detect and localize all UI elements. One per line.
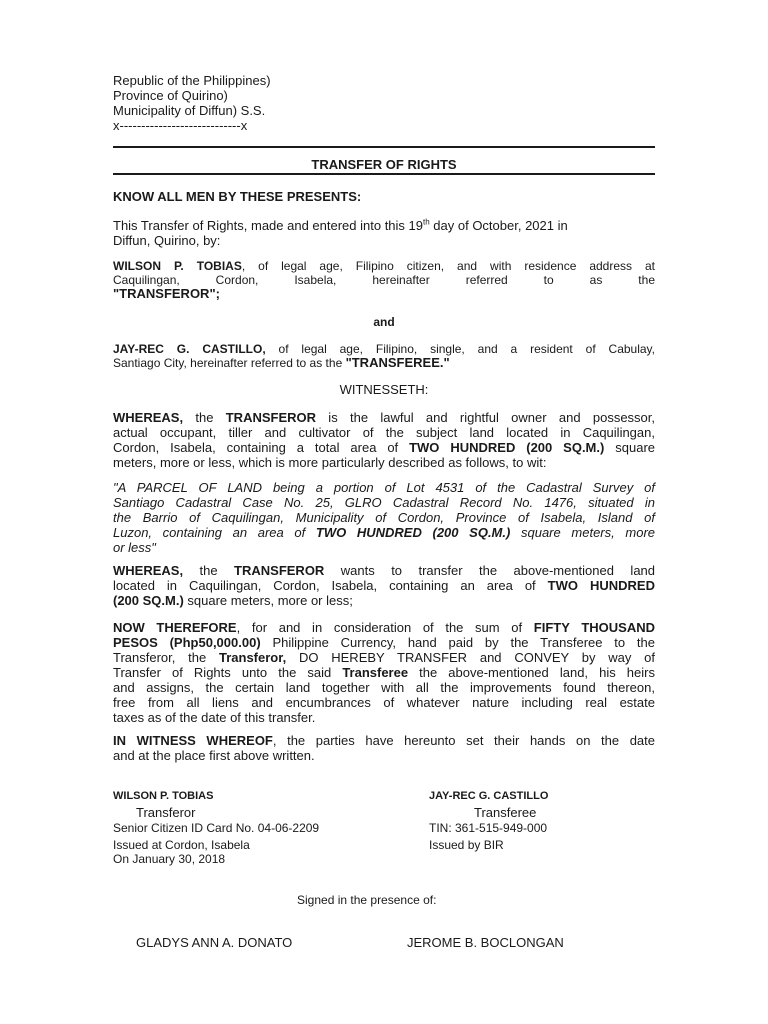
intro-line: [113, 218, 655, 233]
paragraph-line: [113, 540, 655, 555]
whereas-paragraph-1: [113, 410, 655, 470]
transferee-signature-block: [429, 790, 659, 852]
paragraph-line: [113, 665, 655, 680]
paragraph-text: wants to transfer the above-mentioned land: [324, 563, 656, 578]
document-title: TRANSFER OF RIGHTS: [311, 157, 457, 172]
title-top-rule: [113, 146, 655, 148]
transferee-term: Transferee: [342, 665, 409, 680]
whereas-keyword: WHEREAS,: [113, 410, 184, 425]
paragraph-line: [113, 525, 655, 540]
venue-separator: x----------------------------x: [113, 118, 248, 133]
intro-heading: KNOW ALL MEN BY THESE PRESENTS:: [113, 189, 362, 204]
paragraph-line: [113, 342, 655, 356]
paragraph-line: and assigns, the certain land together with all the improvements found thereon,: [113, 680, 655, 695]
paragraph-line: [113, 356, 655, 370]
paragraph-line: [113, 495, 655, 510]
parcel-text: "A PARCEL OF LAND being a portion of Lot 4531 of the Cadastral Survey of: [113, 480, 655, 495]
paragraph-line: [113, 510, 655, 525]
paragraph-line: free from all liens and encumbrances of whatever nature including real estate: [113, 695, 655, 710]
paragraph-line: actual occupant, tiller and cultivator of the subject land located in Caquilingan,: [113, 425, 655, 440]
transferor-term: TRANSFEROR: [225, 410, 317, 425]
whereas-keyword: WHEREAS,: [113, 563, 184, 578]
transferee-label: "TRANSFEREE.": [345, 355, 450, 370]
area-term: TWO HUNDRED (200 SQ.M.): [409, 440, 605, 455]
paragraph-line: [113, 733, 655, 748]
paragraph-text: , for and in consideration of the sum of: [236, 620, 534, 635]
witness-whereof-paragraph: [113, 733, 655, 763]
now-therefore-keyword: NOW THEREFORE: [113, 620, 237, 635]
transferor-label: "TRANSFEROR";: [113, 286, 220, 301]
venue-municipality: Municipality of Diffun) S.S.: [113, 103, 266, 118]
paragraph-line: [113, 635, 655, 650]
paragraph-line: [113, 259, 655, 273]
now-therefore-paragraph: [113, 620, 655, 725]
consideration-amount: FIFTY THOUSAND: [533, 620, 655, 635]
title-bottom-rule: [113, 173, 655, 175]
transferee-signatory-name: JAY-REC G. CASTILLO: [429, 790, 549, 802]
paragraph-line: [113, 410, 655, 425]
paragraph-line: Caquilingan, Cordon, Isabela, hereinafter referred to as the: [113, 273, 655, 287]
venue-country: Republic of the Philippines): [113, 73, 271, 88]
paragraph-line: [113, 650, 655, 665]
parcel-area: TWO HUNDRED (200 SQ.M.): [315, 525, 511, 540]
paragraph-text: , of legal age, Filipino citizen, and with residence address at: [241, 259, 655, 273]
paragraph-text: DO HEREBY TRANSFER and CONVEY by way of: [286, 650, 655, 665]
transferor-id-issued: Issued at Cordon, Isabela: [113, 838, 250, 852]
transferor-term: TRANSFEROR: [234, 563, 325, 578]
parcel-text: square meters, more: [510, 525, 656, 540]
parcel-text: Santiago Cadastral Case No. 25, GLRO Cadastral Record No. 1476, situated in: [113, 495, 655, 510]
intro-line: Diffun, Quirino, by:: [113, 233, 221, 248]
paragraph-text: Transfer of Rights unto the said: [113, 665, 343, 680]
intro-superscript: th: [423, 217, 430, 227]
and-conjunction: and: [373, 315, 395, 329]
transferor-paragraph: [113, 259, 655, 301]
presence-statement: Signed in the presence of:: [297, 893, 437, 907]
witness-name-right: JEROME B. BOCLONGAN: [407, 935, 564, 950]
parcel-description: [113, 480, 655, 555]
paragraph-text: Transferor, the: [113, 650, 219, 665]
transferee-paragraph: [113, 342, 655, 370]
witness-whereof-keyword: IN WITNESS WHEREOF: [113, 733, 273, 748]
transferee-id: TIN: 361-515-949-000: [429, 821, 548, 835]
transferor-id-date: On January 30, 2018: [113, 852, 226, 866]
venue-province: Province of Quirino): [113, 88, 228, 103]
parcel-text: the Barrio of Caquilingan, Municipality of Cordon, Province of Isabela, Island of: [113, 510, 655, 525]
witnesseth-heading: WITNESSETH:: [339, 382, 429, 397]
paragraph-line: [113, 593, 655, 608]
transferee-role: Transferee: [474, 805, 537, 820]
paragraph-line: and at the place first above written.: [113, 748, 315, 763]
paragraph-line: taxes as of the date of this transfer.: [113, 710, 316, 725]
transferor-name: WILSON P. TOBIAS: [113, 259, 242, 273]
paragraph-text: of legal age, Filipino, single, and a resident of Cabulay,: [265, 342, 655, 356]
transferor-role: Transferor: [136, 805, 196, 820]
paragraph-line: [113, 563, 655, 578]
parcel-text: Luzon, containing an area of: [113, 525, 316, 540]
transferor-signatory-name: WILSON P. TOBIAS: [113, 790, 214, 802]
paragraph-line: [113, 440, 655, 455]
parcel-text: or less": [113, 540, 156, 555]
transferor-signature-block: [113, 790, 393, 866]
paragraph-line: [113, 287, 655, 301]
paragraph-text: , the parties have hereunto set their hands on the date: [272, 733, 655, 748]
paragraph-line: meters, more or less, which is more particularly described as follows, to wit:: [113, 455, 547, 470]
area-term: TWO HUNDRED: [547, 578, 655, 593]
venue-block: [113, 73, 271, 133]
area-term: (200 SQ.M.): [113, 593, 184, 608]
paragraph-text: located in Caquilingan, Cordon, Isabela, containing an area of: [113, 578, 548, 593]
paragraph-line: [113, 480, 655, 495]
transferor-term: Transferor,: [219, 650, 287, 665]
paragraph-text: the above-mentioned land, his heirs: [408, 665, 655, 680]
transferor-id: Senior Citizen ID Card No. 04-06-2209: [113, 821, 320, 835]
paragraph-text: is the lawful and rightful owner and possessor,: [316, 410, 656, 425]
paragraph-text: Santiago City, hereinafter referred to as the: [113, 356, 346, 370]
paragraph-text: Philippine Currency, hand paid by the Transferee to the: [260, 635, 656, 650]
paragraph-line: [113, 578, 655, 593]
paragraph-text: Cordon, Isabela, containing a total area of: [113, 440, 410, 455]
paragraph-text: the: [183, 563, 235, 578]
witness-name-left: GLADYS ANN A. DONATO: [136, 935, 293, 950]
intro-text-b: day of October, 2021 in: [429, 218, 568, 233]
intro-paragraph: [113, 218, 655, 248]
paragraph-text: square meters, more or less;: [183, 593, 353, 608]
paragraph-text: square: [604, 440, 656, 455]
transferee-name: JAY-REC G. CASTILLO,: [113, 342, 266, 356]
paragraph-text: the: [183, 410, 226, 425]
consideration-amount: PESOS (Php50,000.00): [113, 635, 261, 650]
intro-text-a: This Transfer of Rights, made and entered into this 19: [113, 218, 424, 233]
whereas-paragraph-2: [113, 563, 655, 608]
transferee-id-issued: Issued by BIR: [429, 838, 504, 852]
paragraph-line: [113, 620, 655, 635]
